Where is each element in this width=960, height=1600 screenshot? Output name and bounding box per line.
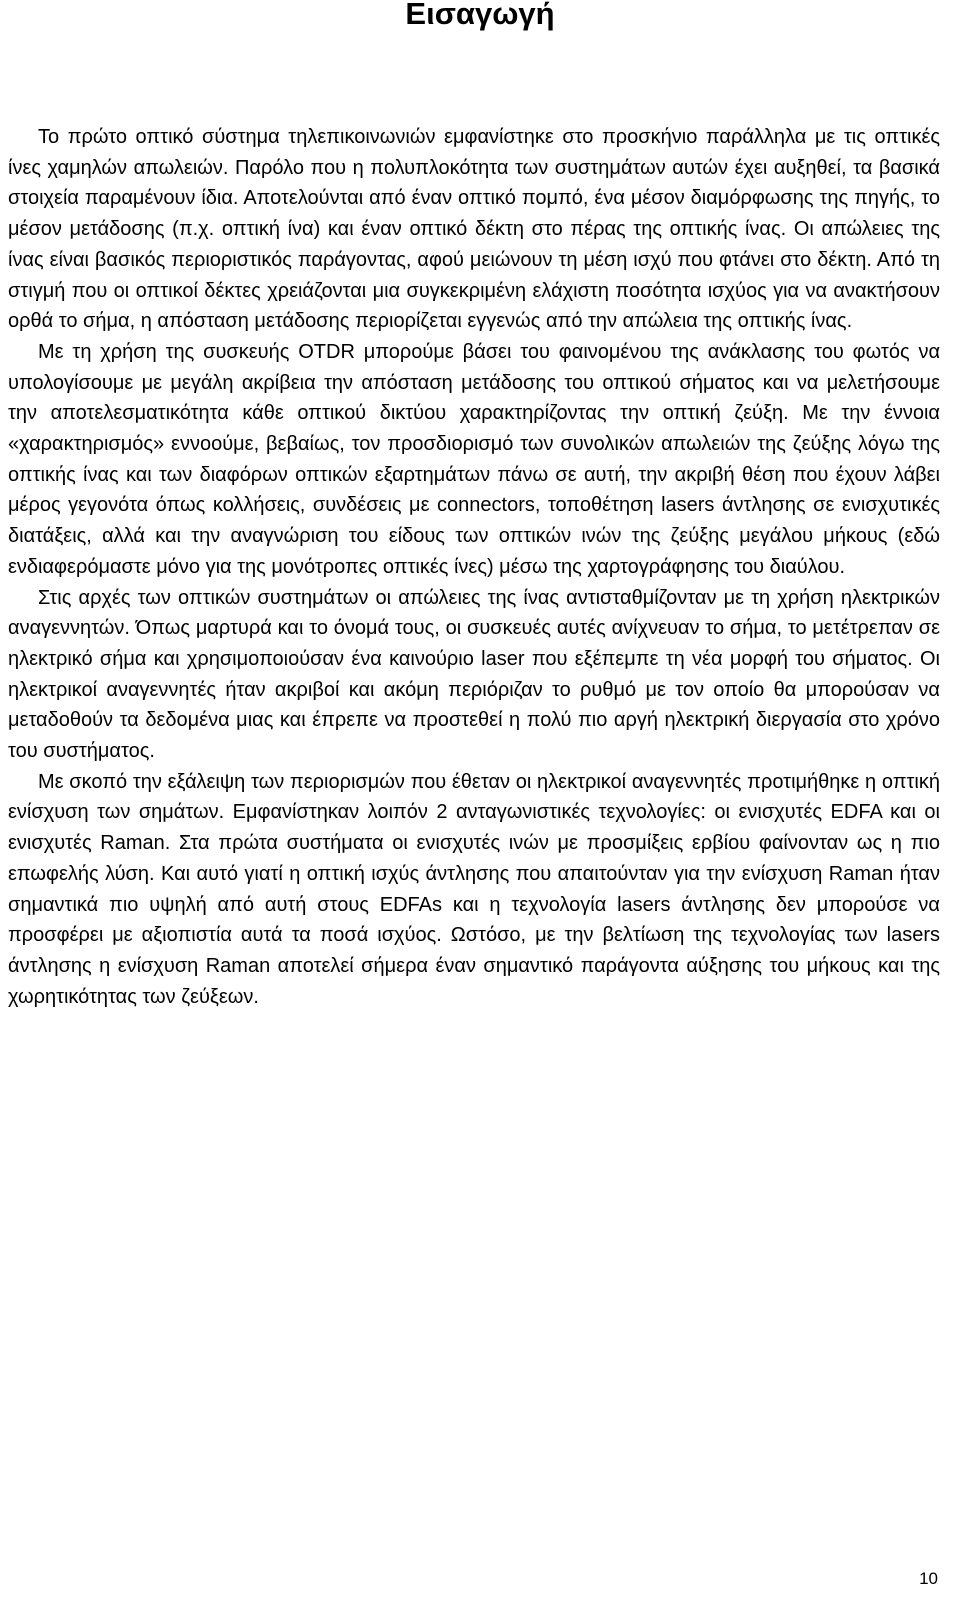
paragraph-3: Στις αρχές των οπτικών συστημάτων οι απώλειες της ίνας αντισταθμίζονταν με τη χρήση ηλεκτρικών αναγεννητών. Όπως μαρτυρά και το όνομά τους, οι συσκευές αυτές ανίχνευαν το σήμα, το μετέτρεπαν σε ηλεκτρικό σήμα και χρησιμοποιούσαν ένα καινούριο laser που εξέπεμπε τη νέα μορφή του σήματος. Οι ηλεκτρικοί αναγεννητές ήταν ακριβοί και ακόμη περιόριζαν το ρυθμό με τον οποίο θα μπορούσαν να μεταδοθούν τα δεδομένα μιας και έπρεπε να προστεθεί η πολύ πιο αργή ηλεκτρική διεργασία στο χρόνο του συστήματος. <box>8 586 940 763</box>
paragraph-4: Με σκοπό την εξάλειψη των περιορισμών που έθεταν οι ηλεκτρικοί αναγεννητές προτιμήθηκε η οπτική ενίσχυση των σημάτων. Εμφανίστηκαν λοιπόν 2 ανταγωνιστικές τεχνολογίες: οι ενισχυτές EDFA και οι ενισχυτές Raman. Στα πρώτα συστήματα οι ενισχυτές ινών με προσμίξεις ερβίου φαίνονταν ως η πιο επωφελής λύση. Και αυτό γιατί η οπτική ισχύς άντλησης που απαιτούνταν για την ενίσχυση Raman ήταν σημαντικά πιο υψηλή από αυτή στους EDFAs και η τεχνολογία lasers άντλησης δεν μπορούσε να προσφέρει με αξιοπιστία αυτά τα ποσά ισχύος. Ωστόσο, με την βελτίωση της τεχνολογίας των lasers άντλησης η ενίσχυση Raman αποτελεί σήμερα έναν σημαντικό παράγοντα αύξησης του μήκους και της χωρητικότητας των ζεύξεων. <box>8 770 940 1008</box>
page-title: Εισαγωγή <box>405 0 555 31</box>
paragraph-1: Το πρώτο οπτικό σύστημα τηλεπικοινωνιών εμφανίστηκε στο προσκήνιο παράλληλα με τις οπτικές ίνες χαμηλών απωλειών. Παρόλο που η πολυπλοκότητα των συστημάτων αυτών έχει αυξηθεί, τα βασικά στοιχεία παραμένουν ίδια. Αποτελούνται από έναν οπτικό πομπό, ένα μέσον διαμόρφωσης της πηγής, το μέσον μετάδοσης (π.χ. οπτική ίνα) και έναν οπτικό δέκτη στο πέρας της οπτικής ίνας. Οι απώλειες της ίνας είναι βασικός περιοριστικός παράγοντας, αφού μειώνουν τη μέση ισχύ που φτάνει στο δέκτη. Από τη στιγμή που οι οπτικοί δέκτες χρειάζονται μια συγκεκριμένη ελάχιστη ποσότητα ισχύος για να ανακτήσουν ορθά το σήμα, η απόσταση μετάδοσης περιορίζεται εγγενώς από την απώλεια της οπτικής ίνας. <box>8 126 940 333</box>
page-number: 10 <box>919 1569 938 1588</box>
paragraph-2: Με τη χρήση της συσκευής OTDR μπορούμε βάσει του φαινομένου της ανάκλασης του φωτός να υπολογίσουμε με μεγάλη ακρίβεια την απόσταση μετάδοσης του οπτικού σήματος και να μελετήσουμε την αποτελεσματικότητα κάθε οπτικού δικτύου χαρακτηρίζοντας την οπτική ζεύξη. Με την έννοια «χαρακτηρισμός» εννοούμε, βεβαίως, τον προσδιορισμό των συνολικών απωλειών της ζεύξης λόγω της οπτικής ίνας και των διαφόρων οπτικών εξαρτημάτων πάνω σε αυτή, την ακριβή θέση που έχουν λάβει μέρος γεγονότα όπως κολλήσεις, συνδέσεις με connectors, τοποθέτηση lasers άντλησης σε ενισχυτικές διατάξεις, αλλά και την αναγνώριση του είδους των οπτικών ινών της ζεύξης μεγάλου μήκους (εδώ ενδιαφερόμαστε μόνο για της μονότροπες οπτικές ίνες) μέσω της χαρτογράφησης του διαύλου. <box>8 340 940 578</box>
body-text <box>8 122 940 1012</box>
